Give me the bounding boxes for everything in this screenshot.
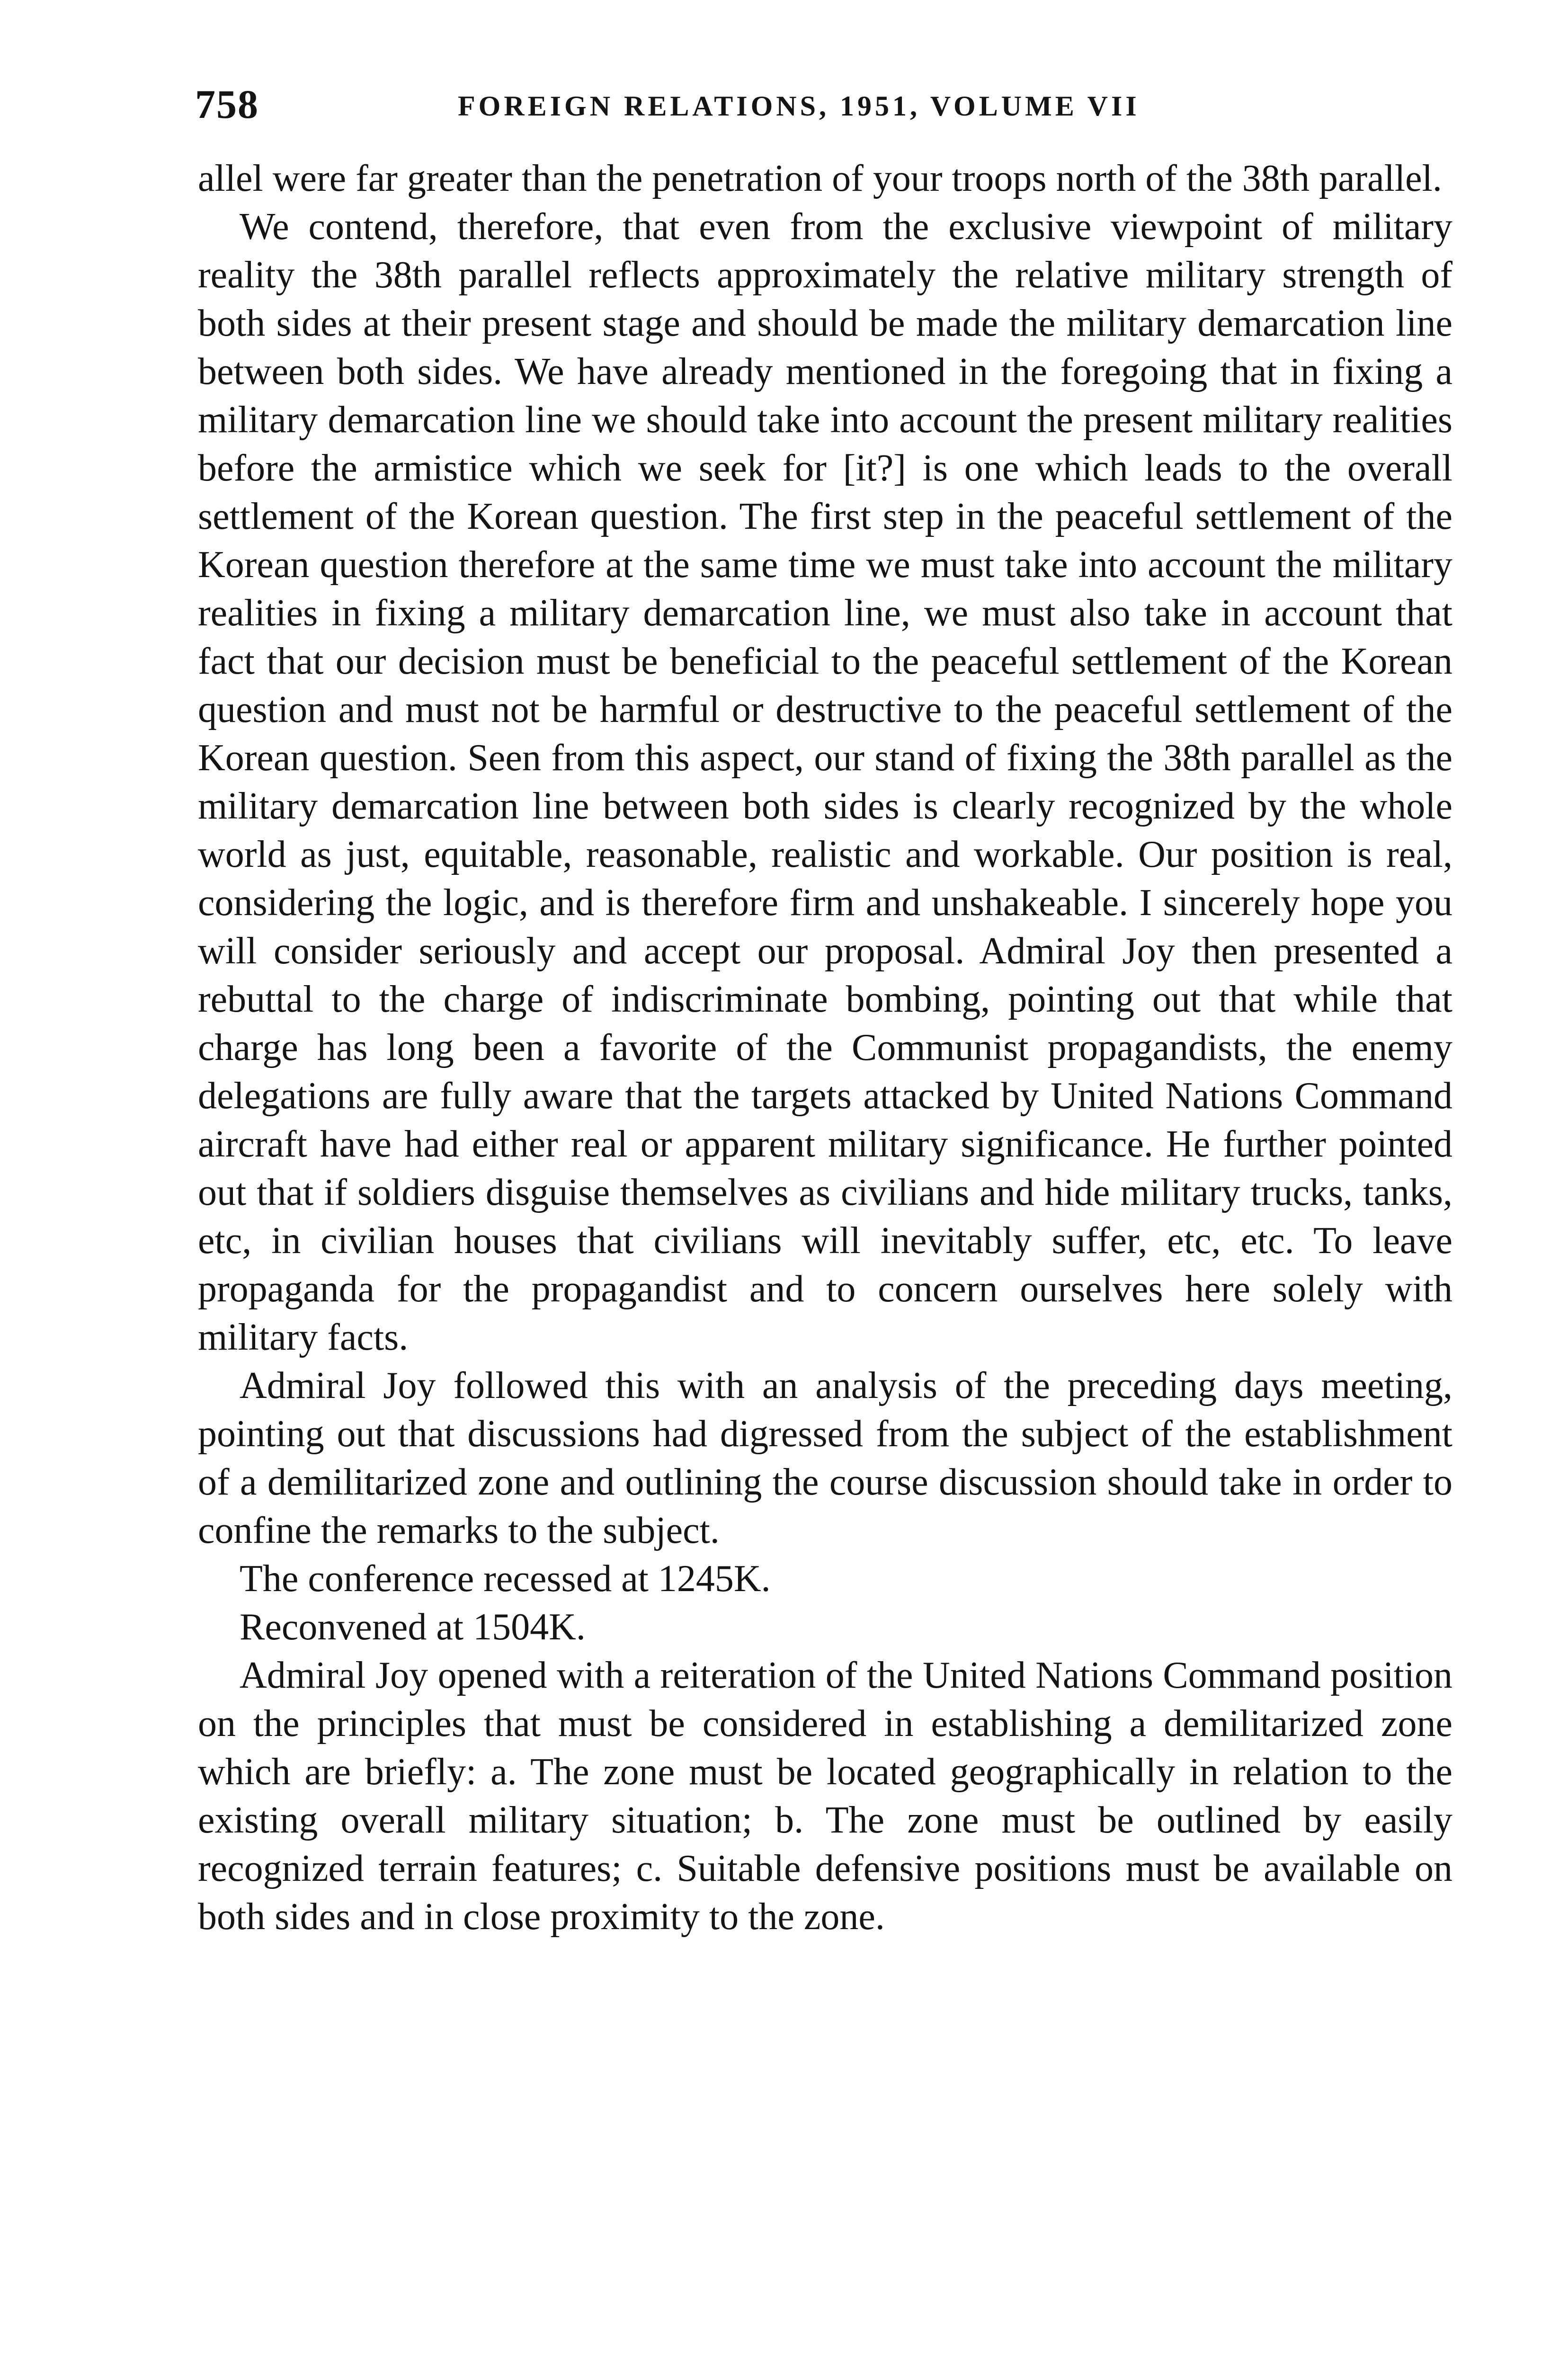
paragraph-recess: The conference recessed at 1245K. bbox=[240, 1558, 771, 1600]
paragraph-reconvened: Reconvened at 1504K. bbox=[240, 1606, 586, 1648]
paragraph-38th-parallel-argument: We contend, therefore, that even from the exclusive viewpoint of military reality the 38th parallel reflects approximately the relative military strength of both sides at their present stage and should be made the military demarcation line between both sides. We have already mentioned in the foregoing that in fixing a military demarcation line we should take into account the present military realities before the armistice which we seek for [it?] is one which leads to the overall settlement of the Korean question. The first step in the peaceful settlement of the Korean question therefore at the same time we must take into account the military realities in fixing a military demarcation line, we must also take in account that fact that our decision must be beneficial to the peaceful settlement of the Korean question and must not be harmful or destructive to the peaceful settlement of the Korean question. Seen from this aspect, our stand of fixing the 38th parallel as the military demarcation line between both sides is clearly recognized by the whole world as just, equitable, reasonable, realistic and workable. Our position is real, considering the logic, and is therefore firm and unshakeable. I sincerely hope you will consider seriously and accept our proposal. Admiral Joy then presented a rebuttal to the charge of indiscriminate bombing, pointing out that while that charge has long been a favorite of the Communist propagandists, the enemy delegations are fully aware that the targets attacked by United Nations Command aircraft have had either real or apparent military significance. He further pointed out that if soldiers disguise themselves as civilians and hide military trucks, tanks, etc, in civilian houses that civilians will inevitably suffer, etc, etc. To leave propaganda for the propagandist and to concern ourselves here solely with military facts. bbox=[198, 206, 1452, 1358]
running-header-title: FOREIGN RELATIONS, 1951, VOLUME VII bbox=[458, 90, 1140, 122]
paragraph-analysis: Admiral Joy followed this with an analysis of the preceding days meeting, pointing out that discussions had digressed from the subject of the establishment of a demilitarized zone and outlining the course discussion should take in order to confine the remarks to the subject. bbox=[198, 1365, 1452, 1551]
page-number: 758 bbox=[195, 81, 259, 127]
paragraph-principles: Admiral Joy opened with a reiteration of the United Nations Command position on the principles that must be considered in establishing a demilitarized zone which are briefly: a. The zone must be located geographically in relation to the existing overall military situation; b. The zone must be outlined by easily recognized terrain features; c. Suitable defensive positions must be available on both sides and in close proximity to the zone. bbox=[198, 1655, 1452, 1938]
paragraph-continuation: allel were far greater than the penetration of your troops north of the 38th parallel. bbox=[198, 158, 1442, 199]
body-text bbox=[198, 154, 1452, 1941]
running-header bbox=[195, 76, 1452, 133]
